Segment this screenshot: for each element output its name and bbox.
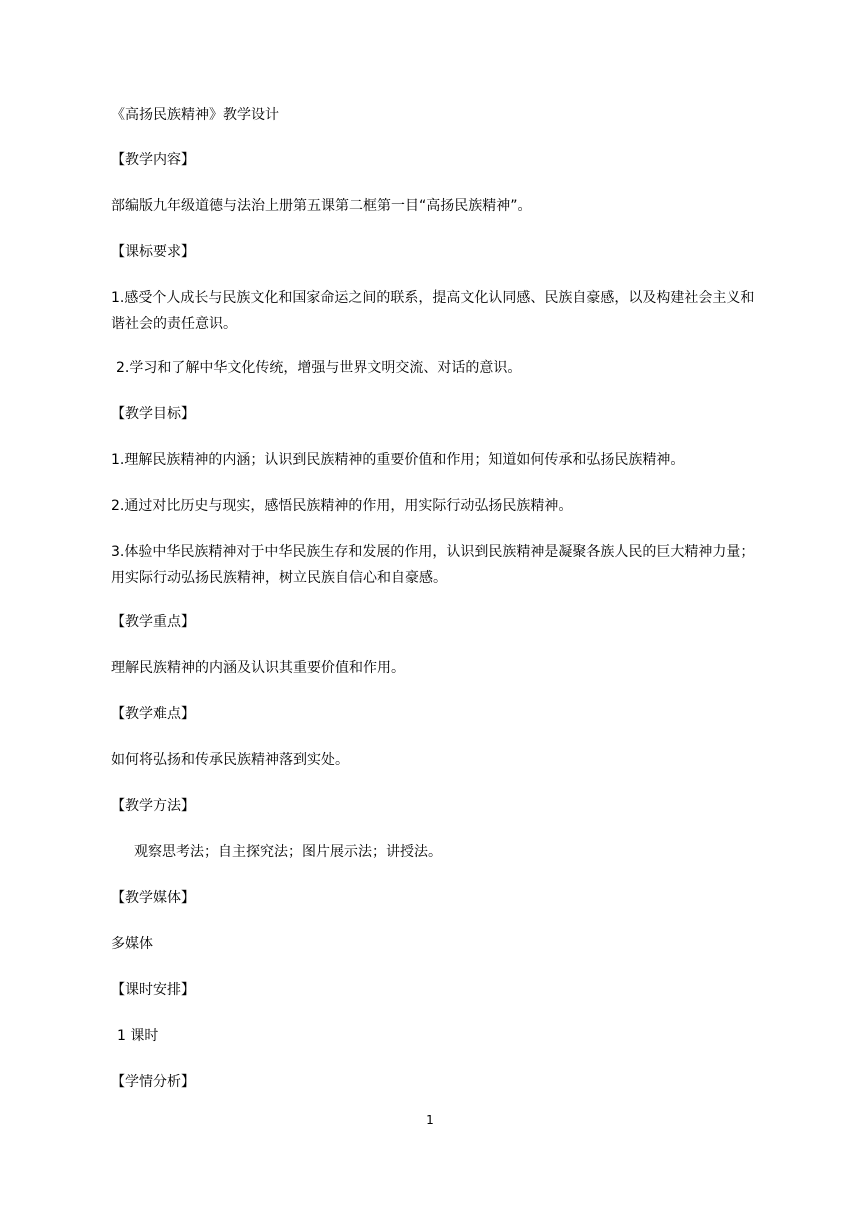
section-heading-goals: 【教学目标】 — [111, 406, 195, 422]
key-points-text: 理解民族精神的内涵及认识其重要价值和作用。 — [111, 660, 405, 676]
section-heading-methods: 【教学方法】 — [111, 798, 195, 814]
section-heading-media: 【教学媒体】 — [111, 890, 195, 906]
content-text: 部编版九年级道德与法治上册第五课第二框第一目“高扬民族精神”。 — [111, 198, 532, 214]
goals-item-2: 2.通过对比历史与现实，感悟民族精神的作用，用实际行动弘扬民族精神。 — [111, 498, 573, 514]
goals-item-3: 3.体验中华民族精神对于中华民族生存和发展的作用，认识到民族精神是凝聚各族人民的巨大精神力量；用实际行动弘扬民族精神，树立民族自信心和自豪感。 — [111, 544, 755, 586]
schedule-text: 1 课时 — [117, 1028, 159, 1044]
document-title: 《高扬民族精神》教学设计 — [111, 107, 279, 123]
section-heading-content: 【教学内容】 — [111, 152, 195, 168]
section-heading-analysis: 【学情分析】 — [111, 1074, 195, 1090]
section-heading-key-points: 【教学重点】 — [111, 614, 195, 630]
methods-text: 观察思考法；自主探究法；图片展示法；讲授法。 — [134, 844, 442, 860]
standards-item-1: 1.感受个人成长与民族文化和国家命运之间的联系，提高文化认同感、民族自豪感，以及构建社会主义和谐社会的责任意识。 — [111, 290, 755, 332]
standards-item-2: 2.学习和了解中华文化传统，增强与世界文明交流、对话的意识。 — [116, 360, 522, 376]
section-heading-standards: 【课标要求】 — [111, 244, 195, 260]
goals-item-1: 1.理解民族精神的内涵；认识到民族精神的重要价值和作用；知道如何传承和弘扬民族精神。 — [111, 452, 685, 468]
page-number: 1 — [426, 1113, 434, 1127]
media-text: 多媒体 — [111, 936, 153, 952]
difficulties-text: 如何将弘扬和传承民族精神落到实处。 — [111, 752, 349, 768]
section-heading-difficulties: 【教学难点】 — [111, 706, 195, 722]
section-heading-schedule: 【课时安排】 — [111, 982, 195, 998]
